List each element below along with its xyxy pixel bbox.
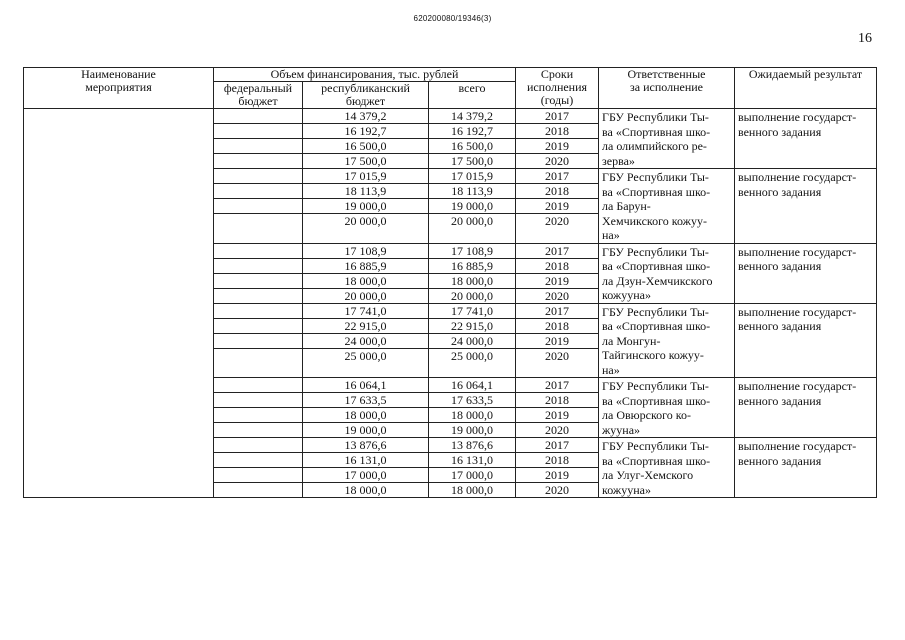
- federal-cell: [214, 408, 303, 423]
- republic-cell: 22 915,0: [303, 318, 429, 333]
- activity-name-cell: [24, 109, 214, 498]
- year-cell: 2018: [516, 393, 599, 408]
- federal-cell: [214, 303, 303, 318]
- federal-cell: [214, 348, 303, 377]
- header-total: всего: [429, 82, 516, 109]
- total-cell: 14 379,2: [429, 109, 516, 124]
- federal-cell: [214, 258, 303, 273]
- total-cell: 25 000,0: [429, 348, 516, 377]
- header-name: Наименование мероприятия: [24, 68, 214, 109]
- federal-cell: [214, 273, 303, 288]
- year-cell: 2020: [516, 423, 599, 438]
- republic-cell: 18 000,0: [303, 273, 429, 288]
- federal-cell: [214, 243, 303, 258]
- republic-cell: 17 500,0: [303, 154, 429, 169]
- total-cell: 16 885,9: [429, 258, 516, 273]
- table-row: [24, 109, 877, 124]
- year-cell: 2019: [516, 408, 599, 423]
- republic-cell: 16 192,7: [303, 124, 429, 139]
- header-federal: федеральный бюджет: [214, 82, 303, 109]
- year-cell: 2017: [516, 438, 599, 453]
- republic-cell: 25 000,0: [303, 348, 429, 377]
- republic-cell: 17 633,5: [303, 393, 429, 408]
- republic-cell: 16 064,1: [303, 378, 429, 393]
- year-cell: 2018: [516, 258, 599, 273]
- federal-cell: [214, 139, 303, 154]
- republic-cell: 17 000,0: [303, 468, 429, 483]
- total-cell: 17 500,0: [429, 154, 516, 169]
- total-cell: 17 015,9: [429, 169, 516, 184]
- year-cell: 2020: [516, 348, 599, 377]
- responsible-cell: ГБУ Республики Ты- ва «Спортивная шко- ла олимпийского ре- зерва»: [599, 109, 735, 169]
- year-cell: 2019: [516, 333, 599, 348]
- total-cell: 20 000,0: [429, 214, 516, 243]
- republic-cell: 20 000,0: [303, 288, 429, 303]
- result-cell: выполнение государст- венного задания: [735, 378, 877, 438]
- republic-cell: 16 885,9: [303, 258, 429, 273]
- result-cell: выполнение государст- венного задания: [735, 109, 877, 169]
- responsible-cell: ГБУ Республики Ты- ва «Спортивная шко- ла Барун- Хемчикского кожуу- на»: [599, 169, 735, 244]
- federal-cell: [214, 184, 303, 199]
- total-cell: 17 108,9: [429, 243, 516, 258]
- year-cell: 2019: [516, 199, 599, 214]
- federal-cell: [214, 288, 303, 303]
- republic-cell: 19 000,0: [303, 199, 429, 214]
- total-cell: 22 915,0: [429, 318, 516, 333]
- total-cell: 16 064,1: [429, 378, 516, 393]
- total-cell: 17 633,5: [429, 393, 516, 408]
- federal-cell: [214, 124, 303, 139]
- federal-cell: [214, 423, 303, 438]
- header-row-top: [24, 68, 877, 82]
- federal-cell: [214, 214, 303, 243]
- federal-cell: [214, 109, 303, 124]
- total-cell: 24 000,0: [429, 333, 516, 348]
- total-cell: 16 131,0: [429, 453, 516, 468]
- republic-cell: 14 379,2: [303, 109, 429, 124]
- funding-table: [23, 67, 877, 498]
- year-cell: 2018: [516, 453, 599, 468]
- republic-cell: 16 500,0: [303, 139, 429, 154]
- federal-cell: [214, 169, 303, 184]
- result-cell: выполнение государст- венного задания: [735, 243, 877, 303]
- result-cell: выполнение государст- венного задания: [735, 169, 877, 244]
- header-republic: республиканский бюджет: [303, 82, 429, 109]
- federal-cell: [214, 468, 303, 483]
- header-funding: Объем финансирования, тыс. рублей: [214, 68, 516, 82]
- document-code: 620200080/19346(3): [413, 14, 492, 23]
- republic-cell: 13 876,6: [303, 438, 429, 453]
- year-cell: 2017: [516, 169, 599, 184]
- year-cell: 2019: [516, 273, 599, 288]
- republic-cell: 20 000,0: [303, 214, 429, 243]
- republic-cell: 24 000,0: [303, 333, 429, 348]
- total-cell: 16 500,0: [429, 139, 516, 154]
- year-cell: 2020: [516, 154, 599, 169]
- result-cell: выполнение государст- венного задания: [735, 303, 877, 378]
- page-number: 16: [858, 31, 872, 46]
- responsible-cell: ГБУ Республики Ты- ва «Спортивная шко- ла Монгун- Тайгинского кожуу- на»: [599, 303, 735, 378]
- header-responsible: Ответственные за исполнение: [599, 68, 735, 109]
- total-cell: 18 113,9: [429, 184, 516, 199]
- table-body: [24, 109, 877, 498]
- federal-cell: [214, 438, 303, 453]
- year-cell: 2020: [516, 214, 599, 243]
- total-cell: 19 000,0: [429, 423, 516, 438]
- year-cell: 2020: [516, 483, 599, 498]
- year-cell: 2019: [516, 139, 599, 154]
- result-cell: выполнение государст- венного задания: [735, 438, 877, 498]
- federal-cell: [214, 154, 303, 169]
- year-cell: 2017: [516, 303, 599, 318]
- year-cell: 2017: [516, 243, 599, 258]
- year-cell: 2019: [516, 468, 599, 483]
- republic-cell: 18 000,0: [303, 408, 429, 423]
- total-cell: 18 000,0: [429, 408, 516, 423]
- total-cell: 18 000,0: [429, 483, 516, 498]
- total-cell: 18 000,0: [429, 273, 516, 288]
- header-result: Ожидаемый результат: [735, 68, 877, 109]
- republic-cell: 19 000,0: [303, 423, 429, 438]
- federal-cell: [214, 378, 303, 393]
- federal-cell: [214, 318, 303, 333]
- republic-cell: 18 000,0: [303, 483, 429, 498]
- year-cell: 2017: [516, 109, 599, 124]
- header-terms: Сроки исполнения (годы): [516, 68, 599, 109]
- year-cell: 2018: [516, 184, 599, 199]
- republic-cell: 18 113,9: [303, 184, 429, 199]
- total-cell: 17 741,0: [429, 303, 516, 318]
- responsible-cell: ГБУ Республики Ты- ва «Спортивная шко- ла Овюрского ко- жууна»: [599, 378, 735, 438]
- federal-cell: [214, 453, 303, 468]
- federal-cell: [214, 483, 303, 498]
- federal-cell: [214, 393, 303, 408]
- republic-cell: 17 015,9: [303, 169, 429, 184]
- total-cell: 20 000,0: [429, 288, 516, 303]
- total-cell: 16 192,7: [429, 124, 516, 139]
- total-cell: 13 876,6: [429, 438, 516, 453]
- republic-cell: 16 131,0: [303, 453, 429, 468]
- year-cell: 2020: [516, 288, 599, 303]
- republic-cell: 17 108,9: [303, 243, 429, 258]
- year-cell: 2018: [516, 318, 599, 333]
- federal-cell: [214, 333, 303, 348]
- total-cell: 19 000,0: [429, 199, 516, 214]
- year-cell: 2018: [516, 124, 599, 139]
- federal-cell: [214, 199, 303, 214]
- total-cell: 17 000,0: [429, 468, 516, 483]
- responsible-cell: ГБУ Республики Ты- ва «Спортивная шко- ла Улуг-Хемского кожууна»: [599, 438, 735, 498]
- responsible-cell: ГБУ Республики Ты- ва «Спортивная шко- ла Дзун-Хемчикского кожууна»: [599, 243, 735, 303]
- year-cell: 2017: [516, 378, 599, 393]
- republic-cell: 17 741,0: [303, 303, 429, 318]
